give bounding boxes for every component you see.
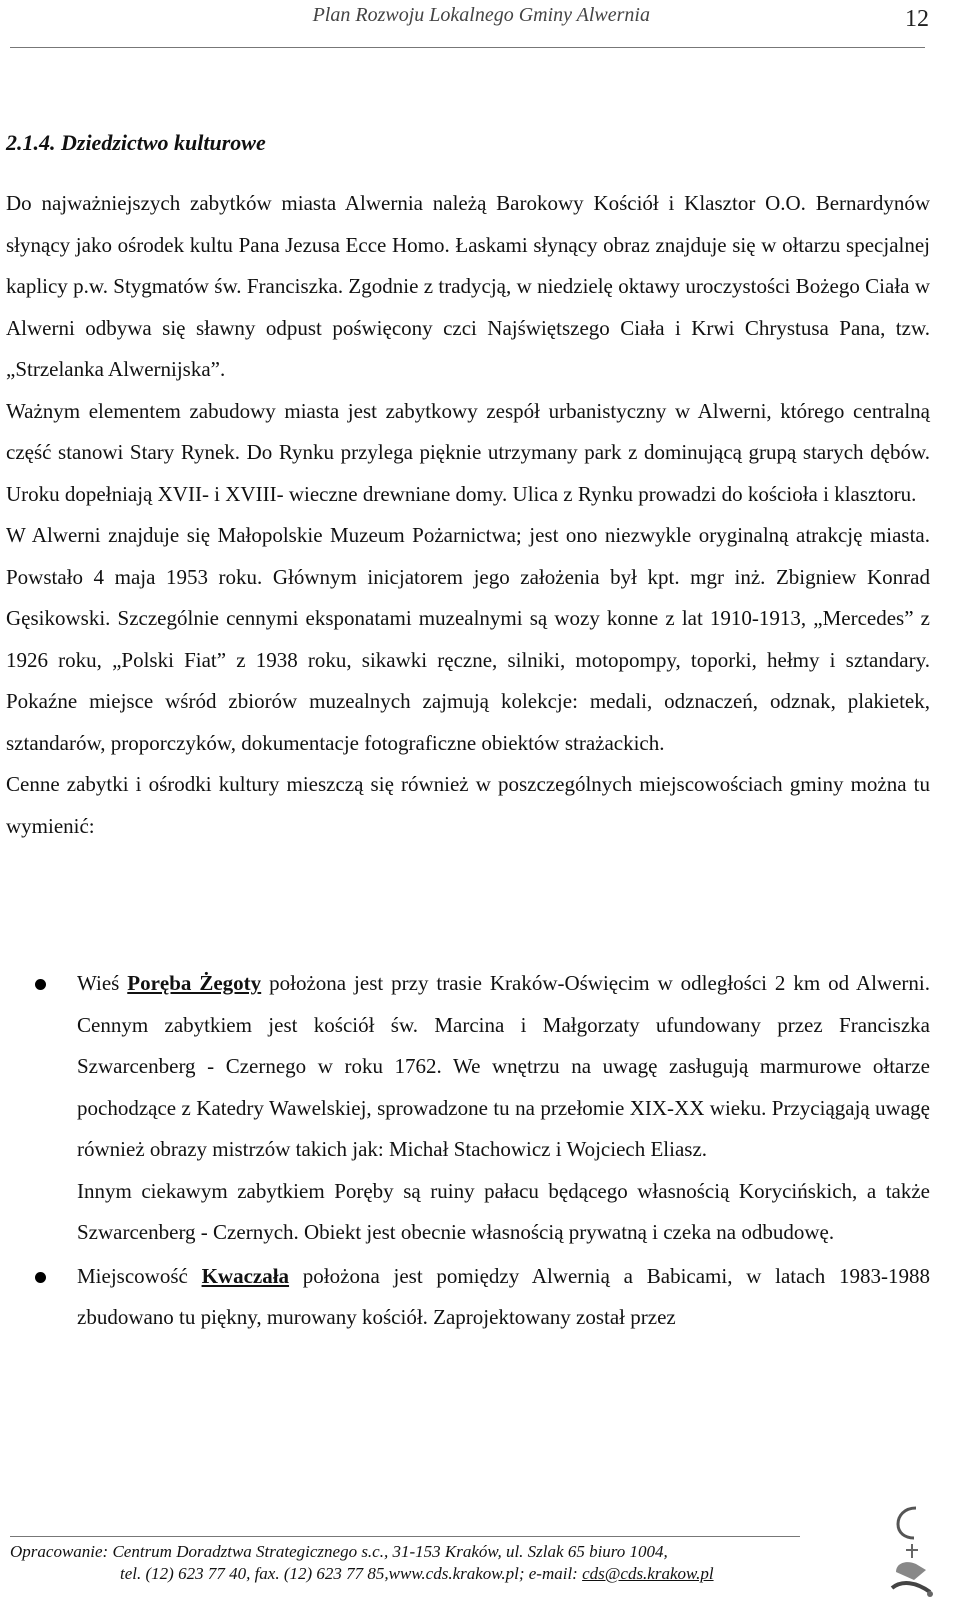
list-item-body: położona jest przy trasie Kraków-Oświęcim w odległości 2 km od Alwerni. Cennym zabytkiem jest kościół św. Marcina i Małgorzaty ufundowany przez Franciszka Szwarcenberg - Czernego w roku 1762. We wnętrzu na uwagę zasługują marmurowe ołtarze pochodzące z Katedry Wawelskiej, sprowadzone tu na przełomie XIX-XX wieku. Przyciągają uwagę również obrazy mistrzów takich jak: Michał Stachowicz i Wojciech Eliasz.	[77, 971, 931, 1161]
list-item-text	[77, 963, 930, 1171]
paragraph-churches: Do najważniejszych zabytków miasta Alwernia należą Barokowy Kościół i Klasztor O.O. Bernardynów słynący jako ośrodek kultu Pana Jezusa Ecce Homo. Łaskami słynący obraz znajduje się w ołtarzu specjalnej kaplicy p.w. Stygmatów św. Franciszka. Zgodnie z tradycją, w niedzielę oktawy uroczystości Bożego Ciała w Alwerni odbywa się sławny odpust poświęcony czci Najświętszego Ciała i Krwi Chrystusa Pana, tzw. „Strzelanka Alwernijska”.	[6, 191, 930, 381]
page-header	[0, 4, 960, 44]
footer-divider	[10, 1536, 800, 1537]
place-name: Poręba Żegoty	[127, 971, 262, 995]
paragraph-museum: W Alwerni znajduje się Małopolskie Muzeum Pożarnictwa; jest ono niezwykle oryginalną atrakcję miasta. Powstało 4 maja 1953 roku. Głównym inicjatorem jego założenia był kpt. mgr inż. Zbigniew Konrad Gęsikowski. Szczególnie cennymi eksponatami muzealnymi są wozy konne z lat 1910-1913, „Mercedes” z 1926 roku, „Polski Fiat” z 1938 roku, sikawki ręczne, silniki, motopompy, toporki, hełmy i sztandary. Pokaźne miejsce wśród zbiorów muzealnych zajmują kolekcje: medali, odznaczeń, odznak, plakietek, sztandarów, proporczyków, dokumentacje fotograficzne obiektów strażackich.	[6, 523, 930, 755]
page-footer	[10, 1541, 870, 1585]
footer-contact-text: tel. (12) 623 77 40, fax. (12) 623 77 85,www.cds.krakow.pl; e-mail:	[120, 1564, 583, 1583]
header-divider	[10, 47, 925, 48]
paragraph-urban-layout: Ważnym elementem zabudowy miasta jest zabytkowy zespół urbanistyczny w Alwerni, którego centralną część stanowi Stary Rynek. Do Rynku przylega pięknie utrzymany park z dominującą grupą starych dębów. Uroku dopełniają XVII- i XVIII- wieczne drewniane domy. Ulica z Rynku prowadzi do kościoła i klasztoru.	[6, 398, 930, 506]
header-title: Plan Rozwoju Lokalnego Gminy Alwernia	[312, 4, 650, 26]
list-item	[0, 963, 930, 1254]
list-item-prefix: Wieś	[77, 971, 128, 995]
list-item-body: położona jest pomiędzy Alwernią a Babicami, w latach 1983-1988 zbudowano tu piękny, murowany kościół. Zaprojektowany został przez	[77, 1263, 930, 1329]
list-item	[0, 1256, 930, 1339]
bullet-icon	[35, 979, 46, 990]
footer-email-link[interactable]: cds@cds.krakow.pl	[582, 1564, 714, 1583]
footer-address: Opracowanie: Centrum Doradztwa Strategicznego s.c., 31-153 Kraków, ul. Szlak 65 biuro 1004,	[10, 1542, 668, 1561]
list-item-text	[77, 1256, 930, 1339]
page-number: 12	[905, 6, 929, 32]
list-item-prefix: Miejscowość	[77, 1263, 202, 1288]
section-heading: 2.1.4. Dziedzictwo kulturowe	[6, 130, 266, 155]
place-name: Kwaczała	[201, 1263, 290, 1288]
cds-logo-icon	[886, 1500, 938, 1600]
village-list	[0, 963, 930, 1339]
footer-contact	[10, 1563, 870, 1585]
paragraph-villages-intro: Cenne zabytki i ośrodki kultury mieszczą się również w poszczególnych miejscowościach gminy można tu wymienić:	[6, 772, 930, 838]
list-item-extra: Innym ciekawym zabytkiem Poręby są ruiny pałacu będącego własnością Korycińskich, a także Szwarcenberg - Czernych. Obiekt jest obecnie własnością prywatną i czeka na odbudowę.	[77, 1178, 930, 1244]
body-text	[6, 183, 930, 847]
bullet-icon	[35, 1272, 46, 1283]
